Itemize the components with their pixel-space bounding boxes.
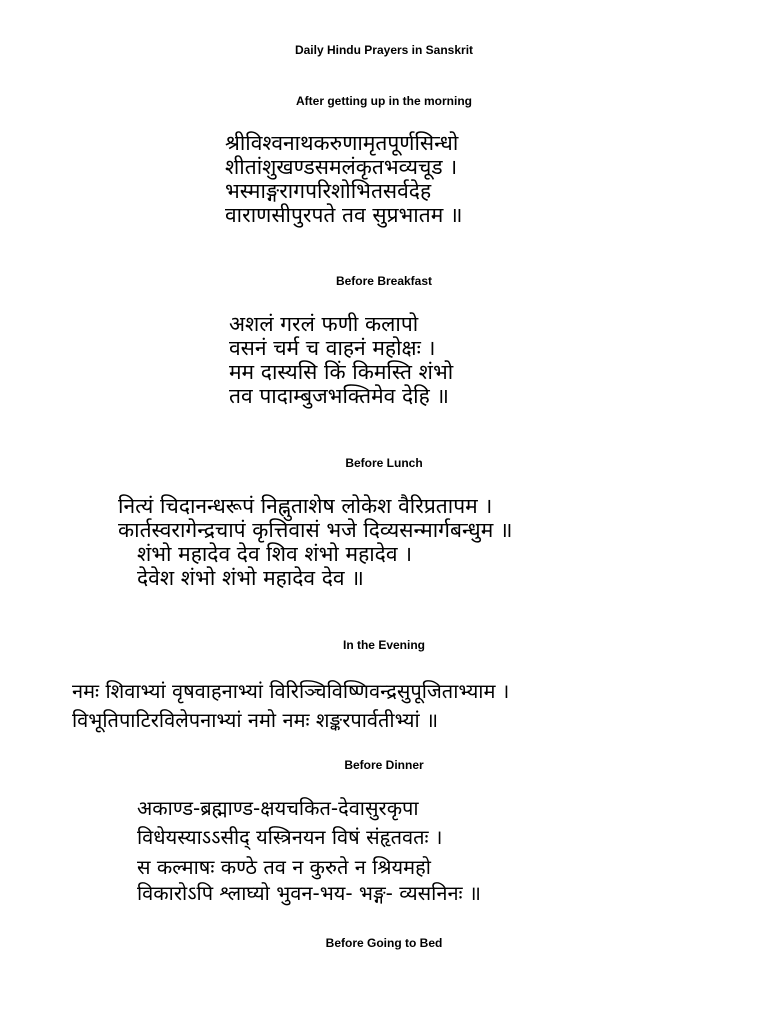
verse-line: वाराणसीपुरपते तव सुप्रभातम ॥ [225, 203, 463, 227]
verse-line: शीतांशुखण्डसमलंकृतभव्यचूड । [225, 155, 458, 179]
verse-line: वसनं चर्म च वाहनं महोक्षः । [229, 336, 436, 360]
verse-line: विधेयस्याऽऽसीद् यस्त्रिनयन विषं संहृतवतः । [137, 825, 443, 849]
verse-line: भस्माङ्गरागपरिशोभितसर्वदेह [225, 179, 432, 203]
verse-line: स कल्माषः कण्ठे तव न कुरुते न श्रियमहो [137, 855, 431, 879]
verse-line: नमः शिवाभ्यां वृषवाहनाभ्यां विरिञ्चिविष्णिवन्द्रसुपूजिताभ्याम । [72, 679, 510, 703]
section-heading-breakfast: Before Breakfast [335, 274, 433, 288]
verse-line: तव पादाम्बुजभक्तिमेव देहि ॥ [229, 384, 450, 408]
verse-breakfast [229, 312, 453, 408]
document-title: Daily Hindu Prayers in Sanskrit [294, 43, 474, 57]
verse-line: नित्यं चिदानन्धरूपं निह्नुताशेष लोकेश वैरिप्रतापम । [118, 494, 493, 518]
verse-lunch [118, 494, 513, 590]
verse-morning [225, 131, 463, 227]
verse-line: देवेश शंभो शंभो महादेव देव ॥ [137, 566, 364, 590]
section-heading-bed: Before Going to Bed [325, 936, 443, 950]
section-heading-dinner: Before Dinner [344, 758, 424, 772]
verse-line: अशलं गरलं फणी कलापो [229, 312, 419, 336]
verse-line: विभूतिपाटिरविलेपनाभ्यां नमो नमः शङ्करपार्वतीभ्यां ॥ [72, 708, 439, 732]
section-heading-evening: In the Evening [342, 638, 425, 652]
section-heading-lunch: Before Lunch [345, 456, 423, 470]
verse-line: शंभो महादेव देव शिव शंभो महादेव । [137, 542, 413, 566]
verse-line: मम दास्यसि किं किमस्ति शंभो [229, 360, 454, 384]
verse-line: कार्तस्वरागेन्द्रचापं कृत्तिवासं भजे दिव्यसन्मार्गबन्धुम ॥ [118, 518, 513, 542]
verse-line: श्रीविश्वनाथकरुणामृतपूर्णसिन्धो [225, 131, 459, 155]
verse-evening [72, 677, 509, 735]
verse-line: अकाण्ड-ब्रह्माण्ड-क्षयचकित-देवासुरकृपा [137, 796, 419, 820]
verse-dinner [137, 796, 481, 906]
section-heading-morning: After getting up in the morning [296, 94, 472, 108]
verse-line: विकारोऽपि श्लाघ्यो भुवन-भय- भङ्ग- व्यसनिनः ॥ [137, 881, 481, 905]
